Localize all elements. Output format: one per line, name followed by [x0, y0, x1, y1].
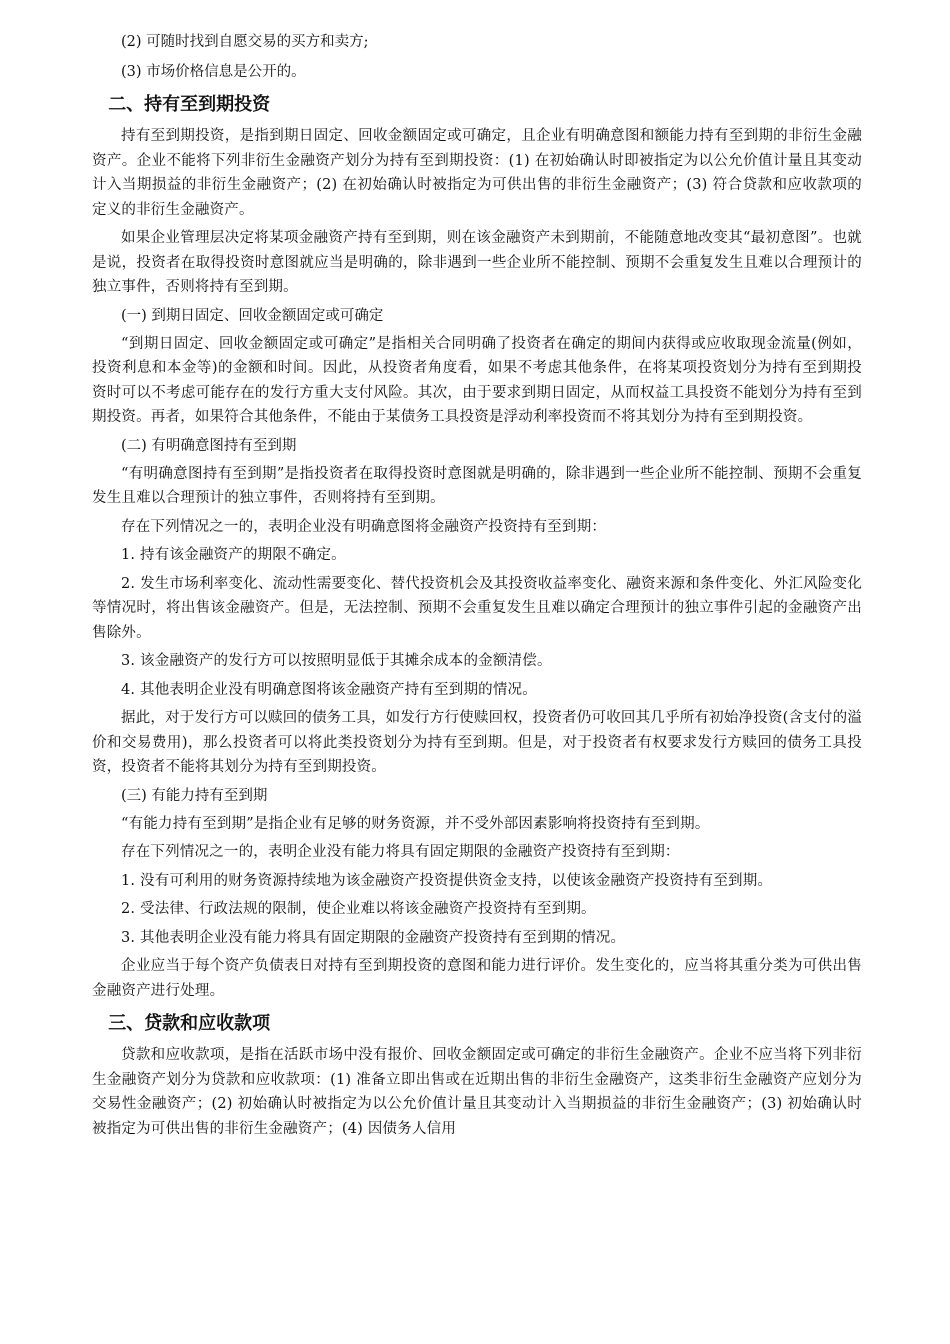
list-item: 2. 发生市场利率变化、流动性需要变化、替代投资机会及其投资收益率变化、融资来源和条件变化、外汇风险变化等情况时，将出售该金融资产。但是，无法控制、预期不会重复发生且难以确定合理预计的独立事件引起的金融资产出售除外。: [92, 575, 862, 641]
paragraph: 存在下列情况之一的，表明企业没有明确意图将金融资产投资持有至到期：: [121, 518, 607, 535]
paragraph: “到期日固定、回收金额固定或可确定”是指相关合同明确了投资者在确定的期间内获得或应收取现金流量(例如，投资利息和本金等)的金额和时间。因此，从投资者角度看，如果不考虑其他条件，在将某项投资划分为持有至到期投资时可以不考虑可能存在的发行方重大支付风险。其次，由于要求到期日固定，从而权益工具投资不能划分为持有至到期投资。再者，如果符合其他条件，不能由于某债务工具投资是浮动利率投资而不将其划分为持有至到期投资。: [92, 335, 862, 425]
list-item: 4. 其他表明企业没有明确意图将该金融资产持有至到期的情况。: [121, 681, 537, 698]
list-item: 3. 其他表明企业没有能力将具有固定期限的金融资产投资持有至到期的情况。: [121, 929, 626, 946]
subsection-title: (三) 有能力持有至到期: [121, 787, 268, 804]
paragraph: 持有至到期投资，是指到期日固定、回收金额固定或可确定，且企业有明确意图和额能力持有至到期的非衍生金融资产。企业不能将下列非衍生金融资产划分为持有至到期投资：(1) 在初始确认时即被指定为以公允价值计量且其变动计入当期损益的非衍生金融资产；(2) 在初始确认时被指定为可供出售的非衍生金融资产；(3) 符合贷款和应收款项的定义的非衍生金融资产。: [92, 128, 862, 218]
paragraph: 如果企业管理层决定将某项金融资产持有至到期，则在该金融资产未到期前，不能随意地改变其“最初意图”。也就是说，投资者在取得投资时意图就应当是明确的，除非遇到一些企业所不能控制、预期不会重复发生且难以合理预计的独立事件，否则将持有至到期。: [92, 230, 862, 295]
paragraph: “有能力持有至到期”是指企业有足够的财务资源，并不受外部因素影响将投资持有至到期。: [121, 815, 710, 832]
list-item: 3. 该金融资产的发行方可以按照明显低于其摊余成本的金额清偿。: [121, 653, 552, 669]
list-item: (2) 可随时找到自愿交易的买方和卖方;: [121, 34, 369, 50]
section-heading: 三、贷款和应收款项: [108, 1013, 271, 1034]
document-page: [92, 30, 862, 1141]
list-item: 1. 没有可利用的财务资源持续地为该金融资产投资提供资金支持，以使该金融资产投资持有至到期。: [121, 872, 773, 889]
subsection-title: (二) 有明确意图持有至到期: [121, 437, 297, 454]
list-item: 2. 受法律、行政法规的限制，使企业难以将该金融资产投资持有至到期。: [121, 901, 596, 917]
paragraph: 存在下列情况之一的，表明企业没有能力将具有固定期限的金融资产投资持有至到期：: [121, 844, 680, 860]
paragraph: “有明确意图持有至到期”是指投资者在取得投资时意图就是明确的，除非遇到一些企业所不能控制、预期不会重复发生且难以合理预计的独立事件，否则将持有至到期。: [92, 465, 862, 506]
paragraph: 据此，对于发行方可以赎回的债务工具，如发行方行使赎回权，投资者仍可收回其几乎所有初始净投资(含支付的溢价和交易费用)，那么投资者可以将此类投资划分为持有至到期。但是，对于投资者有权要求发行方赎回的债务工具投资，投资者不能将其划分为持有至到期投资。: [92, 710, 862, 775]
subsection-title: (一) 到期日固定、回收金额固定或可确定: [121, 307, 384, 324]
paragraph: 贷款和应收款项，是指在活跃市场中没有报价、回收金额固定或可确定的非衍生金融资产。企业不应当将下列非衍生金融资产划分为贷款和应收款项：(1) 准备立即出售或在近期出售的非衍生金融资产，这类非衍生金融资产应划分为交易性金融资产；(2) 初始确认时被指定为以公允价值计量且其变动计入当期损益的非衍生金融资产；(3) 初始确认时被指定为可供出售的非衍生金融资产；(4) 因债务人信用: [92, 1047, 862, 1137]
list-item: 1. 持有该金融资产的期限不确定。: [121, 547, 346, 563]
list-item: (3) 市场价格信息是公开的。: [121, 64, 306, 80]
section-heading: 二、持有至到期投资: [108, 94, 271, 115]
paragraph: 企业应当于每个资产负债表日对持有至到期投资的意图和能力进行评价。发生变化的，应当将其重分类为可供出售金融资产进行处理。: [92, 958, 862, 999]
